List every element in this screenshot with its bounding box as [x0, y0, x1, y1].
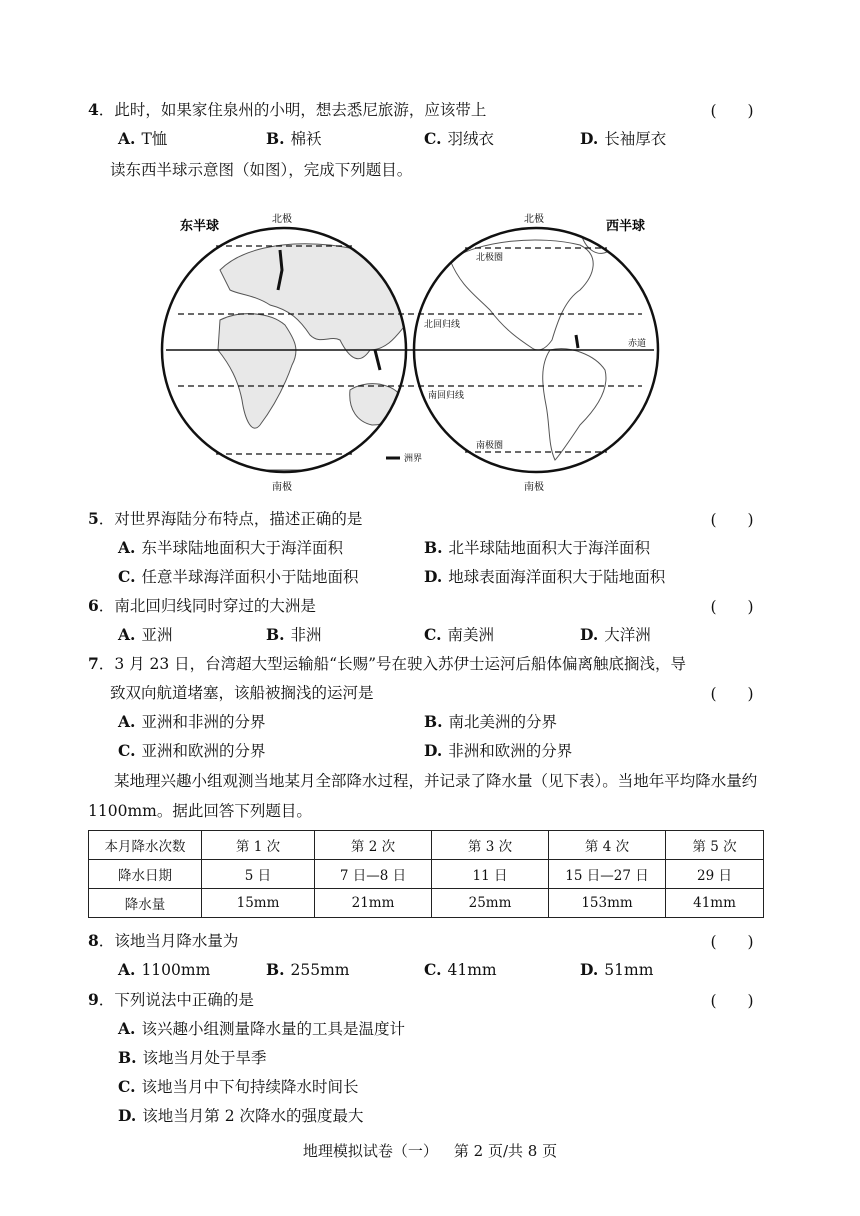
table-cell: 15 日—27 日: [549, 860, 666, 889]
answer-parentheses: ( ): [710, 992, 754, 1010]
question-text: 此时，如果家住泉州的小明，想去悉尼旅游，应该带上: [114, 101, 487, 119]
table-cell: 第 1 次: [202, 831, 315, 860]
table-cell: 15mm: [202, 889, 315, 918]
question-text: 该地当月降水量为: [114, 932, 239, 950]
table-cell: 5 日: [202, 860, 315, 889]
option-c: C. 亚洲和欧洲的分界: [118, 741, 266, 760]
table-cell: 7 日—8 日: [315, 860, 432, 889]
question-6: 6．南北回归线同时穿过的大洲是: [88, 596, 316, 615]
table-cell: 第 2 次: [315, 831, 432, 860]
option-d: D. 51mm: [580, 960, 654, 979]
page-footer: [0, 1140, 860, 1161]
question-text: 下列说法中正确的是: [114, 991, 254, 1009]
option-a: A. T恤: [118, 129, 168, 148]
question-4: 4．此时，如果家住泉州的小明，想去悉尼旅游，应该带上: [88, 100, 487, 119]
question-5: 5．对世界海陆分布特点，描述正确的是: [88, 509, 363, 528]
exam-title: 地理模拟试卷（一）: [302, 1142, 438, 1160]
answer-parentheses: ( ): [710, 598, 754, 616]
question-7: 7．3 月 23 日，台湾超大型运输船“长赐”号在驶入苏伊士运河后船体偏离触底搁浅，导: [88, 654, 687, 673]
question-9: 9．下列说法中正确的是: [88, 990, 254, 1009]
table-cell: 21mm: [315, 889, 432, 918]
legend-label: 洲界: [404, 454, 423, 464]
option-d: D. 大洋洲: [580, 625, 651, 644]
table-cell: 降水量: [89, 889, 202, 918]
table-cell: 第 5 次: [666, 831, 764, 860]
table-cell: 降水日期: [89, 860, 202, 889]
answer-parentheses: ( ): [710, 511, 754, 529]
question-8: 8．该地当月降水量为: [88, 931, 239, 950]
option-a: A. 东半球陆地面积大于海洋面积: [118, 538, 343, 557]
option-d: D. 非洲和欧洲的分界: [424, 741, 573, 760]
hemisphere-map: [160, 200, 680, 500]
option-a: A. 该兴趣小组测量降水量的工具是温度计: [118, 1019, 405, 1038]
rainfall-table: [88, 830, 764, 918]
table-cell: 本月降水次数: [89, 831, 202, 860]
option-b: B. 255mm: [266, 960, 350, 979]
question-text: 对世界海陆分布特点，描述正确的是: [114, 510, 363, 528]
option-a: A. 亚洲和非洲的分界: [118, 712, 266, 731]
option-d: D. 该地当月第 2 次降水的强度最大: [118, 1106, 364, 1125]
east-hemisphere-title: 东半球: [180, 219, 220, 234]
option-c: C. 任意半球海洋面积小于陆地面积: [118, 567, 359, 586]
option-a: A. 1100mm: [118, 960, 211, 979]
option-c: C. 羽绒衣: [424, 129, 494, 148]
table-row: [89, 889, 764, 918]
option-c: C. 该地当月中下旬持续降水时间长: [118, 1077, 359, 1096]
answer-parentheses: ( ): [710, 102, 754, 120]
option-a: A. 亚洲: [118, 625, 173, 644]
option-d: D. 地球表面海洋面积大于陆地面积: [424, 567, 666, 586]
map-intro: 读东西半球示意图（如图），完成下列题目。: [110, 161, 413, 179]
table-cell: 29 日: [666, 860, 764, 889]
north-pole-label-west: 北极: [524, 214, 544, 225]
tropic-capricorn-label: 南回归线: [428, 391, 465, 401]
option-d: D. 长袖厚衣: [580, 129, 667, 148]
option-b: B. 北半球陆地面积大于海洋面积: [424, 538, 651, 557]
question-text-line2: 致双向航道堵塞，该船被搁浅的运河是: [110, 684, 374, 702]
option-b: B. 该地当月处于旱季: [118, 1048, 267, 1067]
question-7-cont: [110, 682, 790, 704]
page-number: 第 2 页/共 8 页: [453, 1142, 558, 1160]
table-row: [89, 831, 764, 860]
rain-intro: 某地理兴趣小组观测当地某月全部降水过程，并记录了降水量（见下表）。当地年平均降水量约 1100mm。据此回答下列题目。: [88, 772, 758, 820]
south-pole-label-west: 南极: [524, 482, 544, 493]
table-cell: 153mm: [549, 889, 666, 918]
table-cell: 41mm: [666, 889, 764, 918]
answer-parentheses: ( ): [710, 933, 754, 951]
option-c: C. 41mm: [424, 960, 497, 979]
south-pole-label-east: 南极: [272, 482, 292, 493]
table-cell: 第 3 次: [432, 831, 549, 860]
answer-parentheses: ( ): [710, 685, 754, 703]
option-b: B. 南北美洲的分界: [424, 712, 558, 731]
south-america-shape: [543, 349, 606, 460]
north-pole-label-east: 北极: [272, 214, 292, 225]
equator-label: 赤道: [628, 339, 647, 349]
arctic-circle-label: 北极圈: [476, 253, 504, 263]
table-cell: 第 4 次: [549, 831, 666, 860]
table-cell: 25mm: [432, 889, 549, 918]
option-b: B. 棉袄: [266, 129, 322, 148]
tropic-cancer-label: 北回归线: [424, 320, 461, 330]
question-text-line1: 3 月 23 日，台湾超大型运输船“长赐”号在驶入苏伊士运河后船体偏离触底搁浅，导: [114, 655, 687, 673]
question-text: 南北回归线同时穿过的大洲是: [114, 597, 316, 615]
north-america-shape: [450, 240, 593, 350]
table-row: [89, 860, 764, 889]
option-c: C. 南美洲: [424, 625, 494, 644]
antarctic-circle-label: 南极圈: [476, 441, 504, 451]
west-hemisphere-title: 西半球: [606, 219, 646, 234]
option-b: B. 非洲: [266, 625, 322, 644]
africa-shape: [218, 314, 296, 429]
table-cell: 11 日: [432, 860, 549, 889]
question-number: 4: [88, 100, 99, 119]
